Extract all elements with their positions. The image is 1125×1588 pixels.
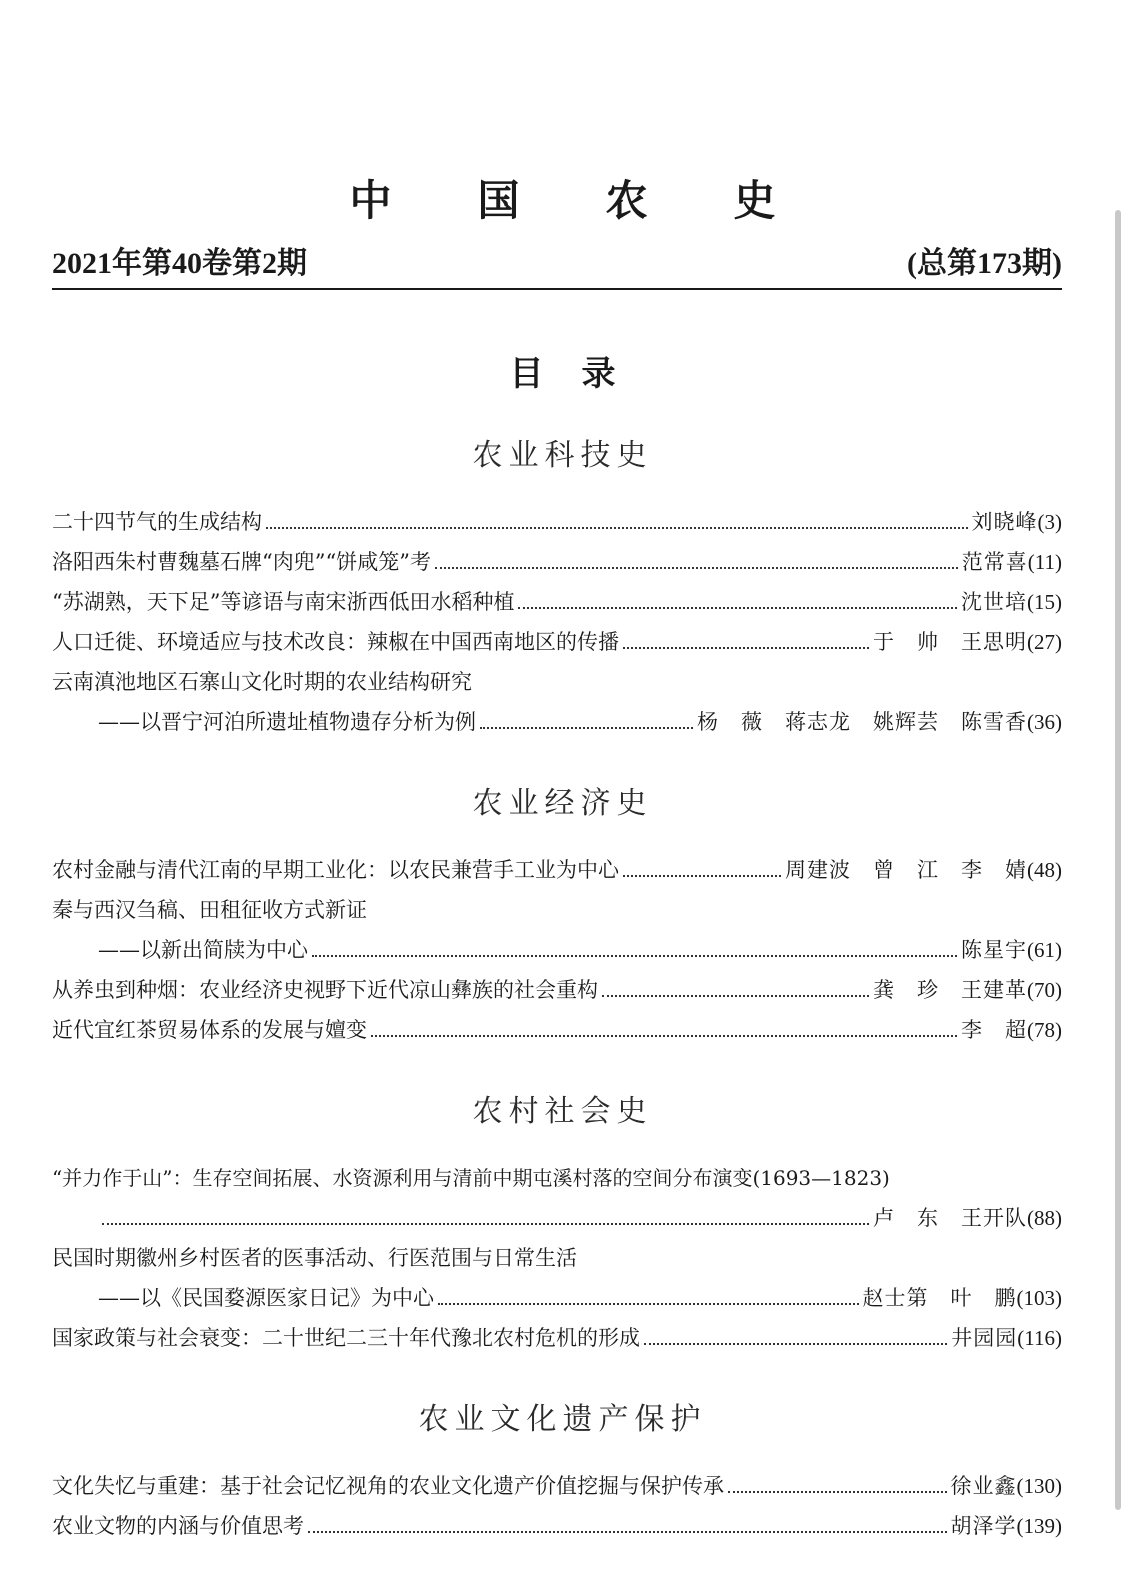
entry-page: (139) (1016, 1514, 1062, 1538)
dot-leader (312, 943, 957, 957)
entry-author: 沈世培 (961, 590, 1027, 614)
entry-author: 徐业鑫 (950, 1474, 1017, 1498)
entry-page: (116) (1017, 1326, 1062, 1350)
dot-leader (102, 1211, 869, 1225)
toc-entry[interactable] (52, 1322, 1062, 1354)
entry-page: (36) (1027, 710, 1062, 734)
scrollbar[interactable] (1115, 210, 1121, 1510)
toc-entry[interactable] (52, 586, 1062, 618)
dot-leader (644, 1331, 947, 1345)
dot-leader (518, 595, 957, 609)
journal-title-char: 国 (477, 176, 520, 225)
entry-author: 于 帅 王思明 (873, 630, 1027, 654)
dot-leader (623, 635, 869, 649)
entry-author: 陈星宇 (961, 938, 1027, 962)
entry-title: 洛阳西朱村曹魏墓石牌“肉兜”“饼咸笼”考 (52, 550, 431, 574)
dot-leader (602, 983, 869, 997)
entry-author: 周建波 曾 江 李 婧 (785, 858, 1027, 882)
journal-title-char: 农 (605, 176, 648, 225)
toc-entry[interactable] (98, 1282, 1062, 1314)
entry-page: (130) (1016, 1474, 1062, 1498)
issue-label: 2021年第40卷第2期 (52, 247, 307, 280)
journal-title-char: 史 (733, 176, 776, 225)
toc-entry[interactable] (52, 854, 1062, 886)
section-heading: 农业经济史 (472, 786, 653, 821)
entry-author: 龚 珍 王建革 (873, 978, 1027, 1002)
dot-leader (435, 555, 958, 569)
toc-entry[interactable] (52, 974, 1062, 1006)
journal-title-char: 中 (349, 176, 392, 225)
entry-page: (15) (1027, 590, 1062, 614)
entry-author: 范常喜 (961, 550, 1028, 574)
entry-title[interactable]: 云南滇池地区石寨山文化时期的农业结构研究 (52, 670, 472, 694)
entry-title: 国家政策与社会衰变：二十世纪二三十年代豫北农村危机的形成 (52, 1326, 640, 1350)
entry-page: (27) (1027, 630, 1062, 654)
entry-page: (3) (1037, 510, 1062, 534)
entry-page: (88) (1027, 1206, 1062, 1230)
toc-entry[interactable] (52, 1510, 1062, 1542)
entry-title: “苏湖熟，天下足”等谚语与南宋浙西低田水稻种植 (52, 590, 515, 614)
journal-title (0, 168, 1125, 228)
entry-subtitle: ——以新出简牍为中心 (98, 938, 308, 962)
entry-author: 胡泽学 (950, 1514, 1017, 1538)
entry-author: 李 超 (961, 1018, 1027, 1042)
entry-subtitle: ——以晋宁河泊所遗址植物遗存分析为例 (98, 710, 476, 734)
dot-leader (266, 515, 968, 529)
toc-entry[interactable] (98, 706, 1062, 738)
entry-subtitle: ——以《民国婺源医家日记》为中心 (98, 1286, 434, 1310)
entry-title[interactable]: “并力作于山”：生存空间拓展、水资源利用与清前中期屯溪村落的空间分布演变(1693—1823) (52, 1166, 890, 1190)
toc-entry[interactable] (98, 934, 1062, 966)
dot-leader (480, 715, 693, 729)
entry-author: 卢 东 王开队 (873, 1206, 1027, 1230)
toc-heading (0, 346, 1125, 395)
entry-title: 农村金融与清代江南的早期工业化：以农民兼营手工业为中心 (52, 858, 619, 882)
entry-title: 从养虫到种烟：农业经济史视野下近代凉山彝族的社会重构 (52, 978, 598, 1002)
toc-entry[interactable] (52, 506, 1062, 538)
section-heading: 农村社会史 (472, 1094, 653, 1129)
entry-page: (70) (1027, 978, 1062, 1002)
toc-heading-char: 目 (509, 354, 544, 394)
entry-page: (103) (1016, 1286, 1062, 1310)
toc-entry[interactable] (52, 626, 1062, 658)
entry-author: 杨 薇 蒋志龙 姚辉芸 陈雪香 (697, 710, 1027, 734)
dot-leader (438, 1291, 859, 1305)
dot-leader (728, 1479, 947, 1493)
entry-page: (11) (1027, 550, 1062, 574)
dot-leader (308, 1519, 947, 1533)
toc-entry[interactable] (52, 1470, 1062, 1502)
total-issue-label: (总第173期) (907, 247, 1062, 280)
toc-entry[interactable] (52, 1014, 1062, 1046)
entry-page: (61) (1027, 938, 1062, 962)
dot-leader (371, 1023, 957, 1037)
entry-title: 农业文物的内涵与价值思考 (52, 1514, 304, 1538)
entry-author: 刘晓峰 (971, 510, 1038, 534)
entry-title[interactable]: 民国时期徽州乡村医者的医事活动、行医范围与日常生活 (52, 1246, 577, 1270)
entry-title: 人口迁徙、环境适应与技术改良：辣椒在中国西南地区的传播 (52, 630, 619, 654)
entry-author: 井园园 (951, 1326, 1018, 1350)
section-heading: 农业文化遗产保护 (418, 1402, 707, 1437)
entry-title: 二十四节气的生成结构 (52, 510, 262, 534)
dot-leader (623, 863, 781, 877)
toc-entry[interactable] (52, 546, 1062, 578)
entry-page: (48) (1027, 858, 1062, 882)
entry-title: 近代宜红茶贸易体系的发展与嬗变 (52, 1018, 367, 1042)
entry-title[interactable]: 秦与西汉刍稿、田租征收方式新证 (52, 898, 367, 922)
issue-bar (52, 238, 1062, 290)
toc-heading-char: 录 (581, 354, 616, 394)
section-heading: 农业科技史 (472, 438, 653, 473)
entry-title: 文化失忆与重建：基于社会记忆视角的农业文化遗产价值挖掘与保护传承 (52, 1474, 724, 1498)
entry-page: (78) (1027, 1018, 1062, 1042)
toc-entry[interactable] (98, 1202, 1062, 1234)
entry-author: 赵士第 叶 鹏 (862, 1286, 1017, 1310)
